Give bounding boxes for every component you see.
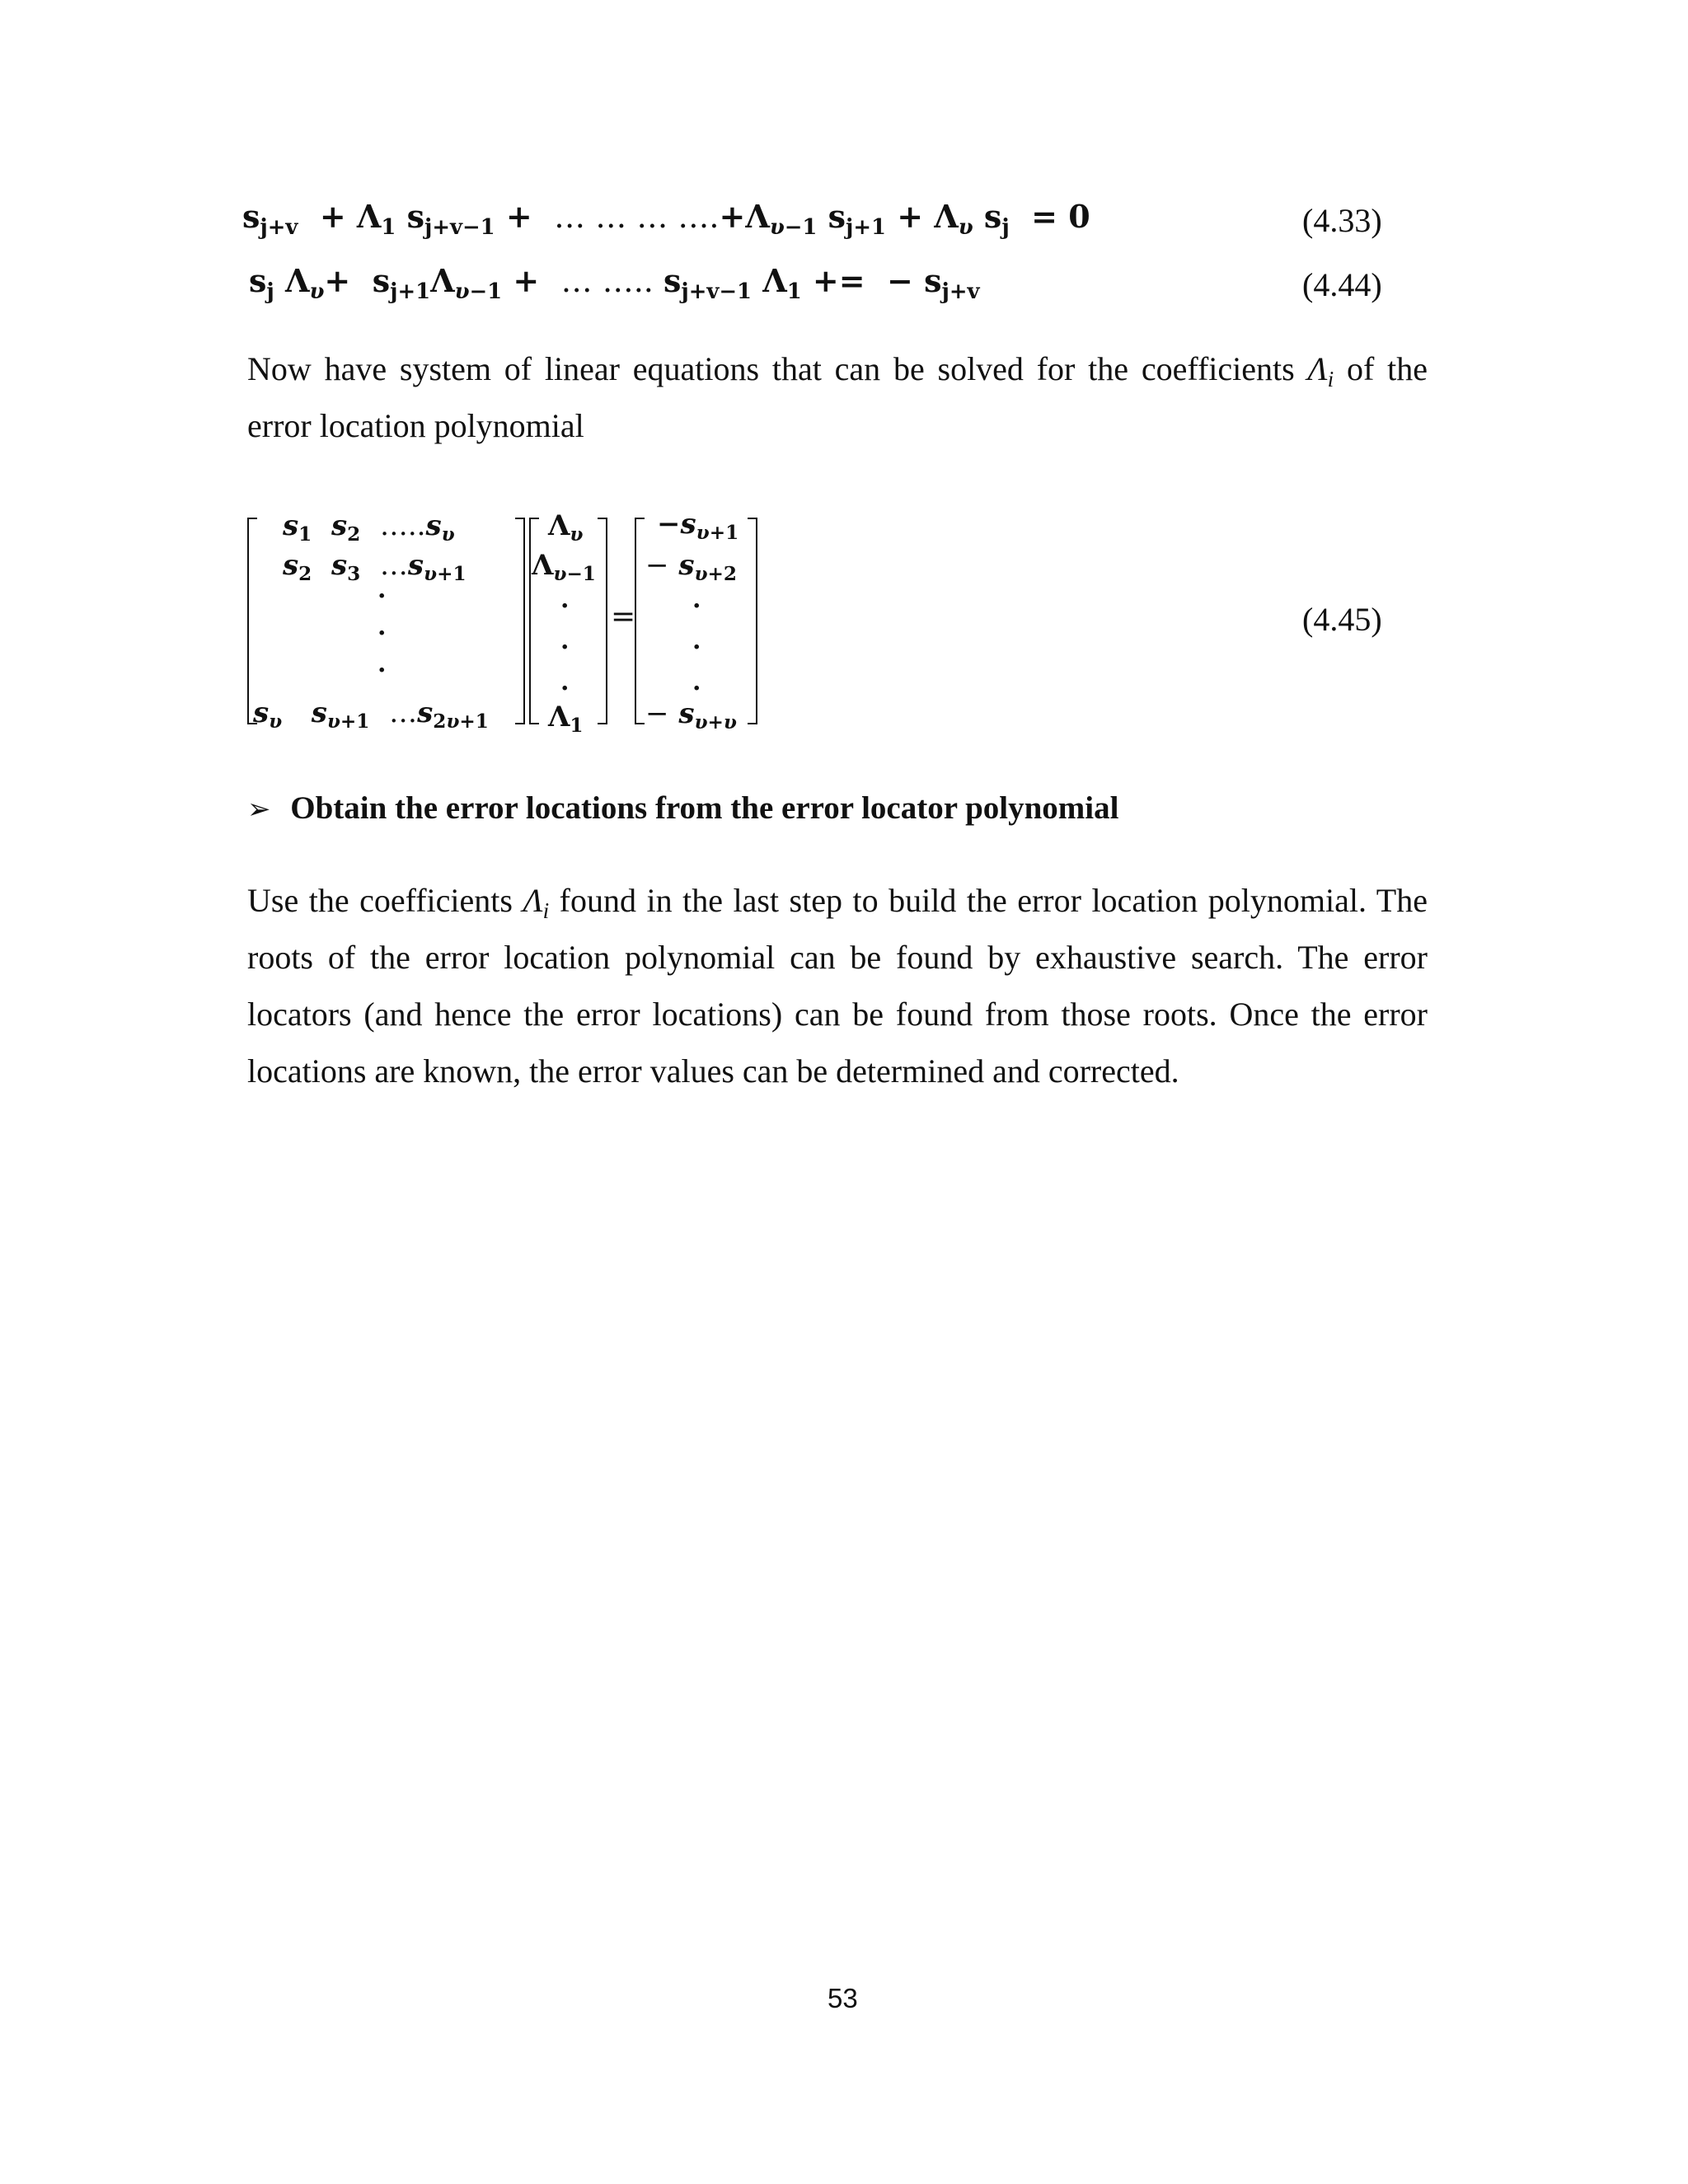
lambda-symbol: Λ xyxy=(523,882,543,919)
paragraph-linear-system xyxy=(247,340,1428,454)
section-heading xyxy=(247,790,1118,827)
page-number: 53 xyxy=(828,1983,858,2013)
right-bracket xyxy=(748,518,757,724)
paragraph-text: Now have system of linear equations that can be solved for the coefficients xyxy=(247,350,1308,387)
matrix-dot: . xyxy=(377,575,387,604)
lambda-1: $\Lambda_1$ xyxy=(548,701,584,737)
paragraph-error-locations xyxy=(247,872,1428,1099)
matrix-dot: . xyxy=(377,612,387,641)
lambda-subscript: i xyxy=(1327,367,1334,392)
left-bracket xyxy=(247,518,257,724)
lambda-subscript: i xyxy=(542,898,550,924)
lambda-v-minus-1: $\Lambda_{\upsilon-1}$ xyxy=(532,549,596,585)
rhs-dot: . xyxy=(692,668,701,696)
heading-text: Obtain the error locations from the error locator polynomial xyxy=(290,790,1119,826)
matrix-equation-4-45 xyxy=(243,503,787,737)
rhs-dot: . xyxy=(692,626,701,655)
right-bracket xyxy=(515,518,525,724)
equation-number-4-33: (4.33) xyxy=(1302,202,1382,239)
rhs-row-2: − $s_{\upsilon+2}$ xyxy=(645,549,737,585)
equation-number-4-44: (4.44) xyxy=(1302,266,1382,303)
vector-dot: . xyxy=(560,626,570,655)
rhs-row-1: $-s_{\upsilon+1}$ xyxy=(657,508,739,544)
paragraph-text: found in the last step to build the error location polynomial. The roots of the error location polynomial can be found by exhaustive search. The error locators (and hence the error locations) can be found from those roots. Once the error locations are known, the error values can be determined and corrected. xyxy=(247,882,1428,1090)
paragraph-text: Use the coefficients xyxy=(247,882,523,919)
right-bracket xyxy=(598,518,607,724)
lambda-symbol: Λ xyxy=(1307,350,1328,387)
matrix-dot: . xyxy=(377,649,387,678)
matrix-row-2: $s_2$ $s_3$ $\dots s_{\upsilon+1}$ xyxy=(283,549,467,585)
left-bracket xyxy=(635,518,645,724)
arrow-bullet-icon: ➢ xyxy=(247,793,271,826)
lambda-v: $\Lambda_\upsilon$ xyxy=(548,509,584,546)
matrix-row-last: $s_\upsilon$ $s_{\upsilon+1}$ $\dots s_{2\upsilon+1}$ xyxy=(253,696,489,733)
equation-4-33: $s_{j+v} + \Lambda_1$ $s_{j+v-1}$ + … … … $\dots.+\Lambda_{\upsilon-1}$ $s_{j+1} + \Lambda_\upsilon$ $s_j = 0$ xyxy=(242,198,1090,240)
rhs-dot: . xyxy=(692,585,701,614)
paragraph-text: of the error location polynomial xyxy=(247,350,1428,444)
vector-dot: . xyxy=(560,585,570,614)
rhs-row-last: − $s_{\upsilon+\upsilon}$ xyxy=(645,697,737,733)
equals-sign: = xyxy=(611,600,636,634)
equation-4-44: $s_j$ $\Lambda_\upsilon+ s_{j+1}\Lambda_{\upsilon-1}$ + … ….. $s_{j+v-1}$ $\Lambda_1$ += − $s_{j+v}$ xyxy=(249,262,980,304)
equation-number-4-45: (4.45) xyxy=(1302,601,1382,638)
vector-dot: . xyxy=(560,668,570,696)
matrix-row-1: $s_1$ $s_2$ $\dots..s_\upsilon$ xyxy=(283,509,455,546)
